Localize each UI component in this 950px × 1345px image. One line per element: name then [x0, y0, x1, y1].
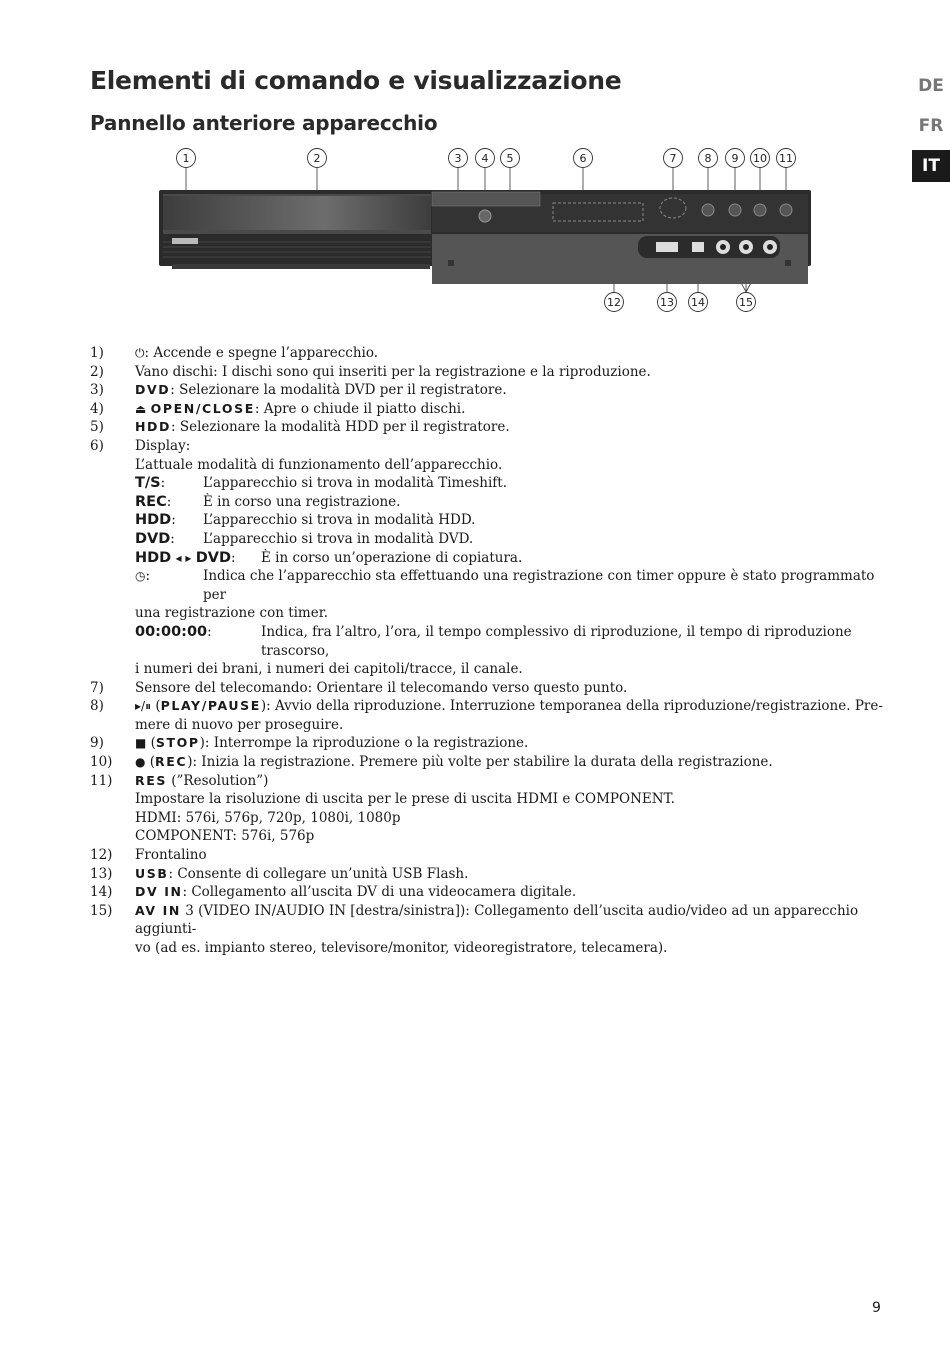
- callout-number: 11: [779, 152, 793, 165]
- list-item: 13) USB: Consente di collegare un’unità USB Flash.: [90, 865, 469, 882]
- stop-icon: ■: [135, 736, 147, 751]
- record-icon: ●: [135, 755, 146, 770]
- device-front-panel-figure: [150, 140, 830, 325]
- page-title: Elementi di comando e visualizzazione: [90, 66, 622, 95]
- language-tab-it[interactable]: IT: [912, 150, 950, 182]
- power-icon: ⏻: [135, 346, 145, 360]
- list-item: 3) DVD: Selezionare la modalità DVD per il registratore.: [90, 382, 507, 399]
- list-item: 2) Vano dischi: I dischi sono qui inseriti per la registrazione e la riproduzione.: [90, 363, 651, 380]
- callout-number: 14: [691, 296, 705, 309]
- list-item: 15) AV IN 3 (VIDEO IN/AUDIO IN [destra/sinistra]): Collegamento dell’uscita audio/video ad un apparecchio aggiunti- vo (ad es. impianto stereo, televisore/monitor, videoregistratore, telecamera).: [90, 902, 859, 956]
- callout-number: 2: [313, 152, 321, 165]
- list-item: 5) HDD: Selezionare la modalità HDD per il registratore.: [90, 419, 510, 436]
- list-item: 4) ⏏ OPEN/CLOSE: Apre o chiude il piatto dischi.: [90, 400, 466, 417]
- callout-number: 9: [731, 152, 739, 165]
- callout-number: 1: [182, 152, 190, 165]
- callout-number: 6: [579, 152, 587, 165]
- callout-number: 7: [669, 152, 677, 165]
- callout-number: 10: [753, 152, 767, 165]
- list-item: 12) Frontalino: [90, 847, 207, 864]
- timer-clock-icon: ◷: [135, 569, 146, 584]
- eject-icon: ⏏: [135, 401, 147, 416]
- callout-number: 5: [506, 152, 514, 165]
- list-item: 11) RES (”Resolution”) Impostare la risoluzione di uscita per le prese di uscita HDMI e COMPONENT. HDMI: 576i, 576p, 720p, 1080i, 1080p COMPONENT: 576i, 576p: [90, 772, 675, 845]
- controls-list: [90, 344, 890, 958]
- section-subtitle: Pannello anteriore apparecchio: [90, 111, 438, 135]
- callout-number: 3: [454, 152, 462, 165]
- list-item: 10) ● (REC): Inizia la registrazione. Premere più volte per stabilire la durata della registrazione.: [90, 754, 773, 771]
- callout-number: 12: [607, 296, 621, 309]
- callout-number: 13: [660, 296, 674, 309]
- list-item: 8) ▸/⏸ (PLAY/PAUSE): Avvio della riproduzione. Interruzione temporanea della riproduzione/registrazione. Pre- mere di nuovo per proseguire.: [90, 698, 883, 733]
- list-item: 9) ■ (STOP): Interrompe la riproduzione o la registrazione.: [90, 735, 529, 752]
- callout-number: 4: [481, 152, 489, 165]
- list-item: 14) DV IN: Collegamento all’uscita DV di una videocamera digitale.: [90, 884, 577, 901]
- play-pause-icon: ▸/⏸: [135, 699, 152, 714]
- list-item: 1) ⏻: Accende e spegne l’apparecchio.: [90, 345, 379, 361]
- arrows-icon: ◂ ▸: [175, 550, 192, 565]
- language-tab-fr[interactable]: FR: [918, 116, 944, 136]
- callout-number: 8: [704, 152, 712, 165]
- page-number: 9: [872, 1300, 881, 1316]
- callout-number: 15: [739, 296, 753, 309]
- list-item: 6) Display: L’attuale modalità di funzionamento dell’apparecchio. T/S: L’apparecchio si trova in modalità Timeshift. REC: È in corso una registrazione. HDD: L’apparecchio si trova in modalità HDD. DVD: L’apparecchio si trova in modalità DVD. HDD ◂ ▸ DVD: È in corso un’operazione di copiatura. ◷: Indica che l’apparecchio sta effettuando una registrazione con timer oppure è stato programmato per una registrazione con timer. 00:00:00: Indica, fra l’altro, l’ora, il tempo complessivo di riproduzione, il tempo di riproduzione trascorso, i numeri dei brani, i numeri dei capitoli/tracce, il canale.: [90, 437, 875, 678]
- language-tab-de[interactable]: DE: [918, 76, 944, 96]
- list-item: 7) Sensore del telecomando: Orientare il telecomando verso questo punto.: [90, 679, 628, 696]
